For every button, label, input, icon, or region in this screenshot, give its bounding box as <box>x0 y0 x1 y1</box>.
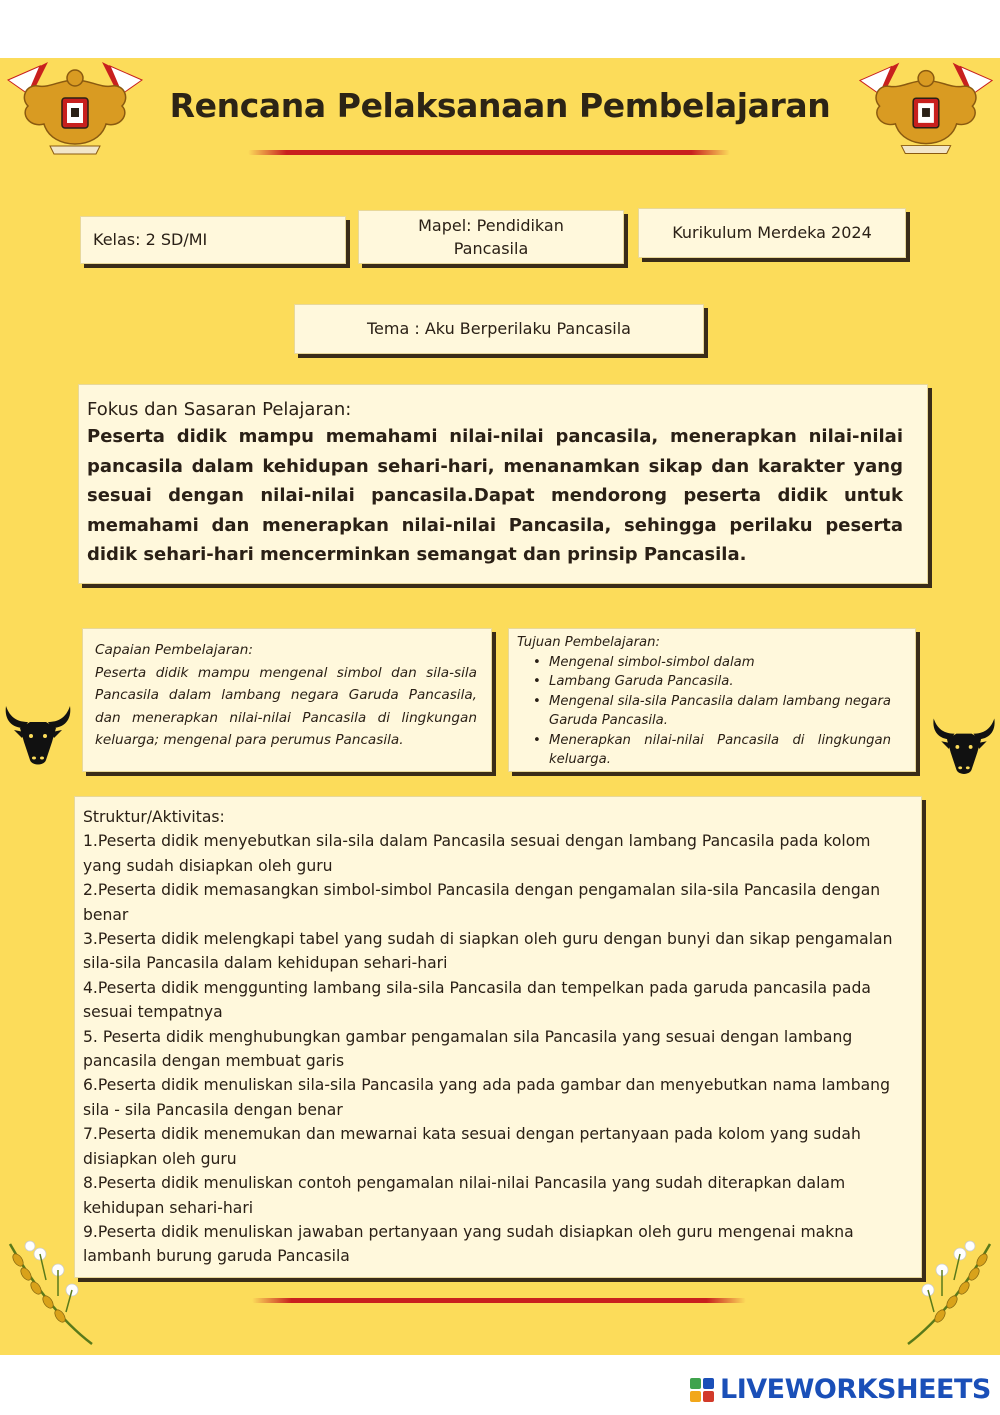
list-item: • Lambang Garuda Pancasila. <box>529 672 891 692</box>
list-item: 1.Peserta didik menyebutkan sila-sila dalam Pancasila sesuai dengan lambang Pancasila pada kolom yang sudah disiapkan oleh guru <box>83 832 871 875</box>
capaian-card <box>82 628 492 772</box>
list-item: • Menerapkan nilai-nilai Pancasila di lingkungan keluarga. <box>529 731 891 770</box>
struktur-card <box>74 796 922 1278</box>
rice-cotton-icon <box>900 1240 1000 1350</box>
liveworksheets-logo-icon <box>690 1378 714 1402</box>
rice-cotton-icon <box>0 1240 100 1350</box>
bull-head-icon <box>928 710 1000 782</box>
list-item: 4.Peserta didik menggunting lambang sila-sila Pancasila dan tempelkan pada garuda pancasila pada sesuai tempatnya <box>83 978 871 1022</box>
garuda-emblem-icon <box>852 58 1000 168</box>
list-item: 5. Peserta didik menghubungkan gambar pengamalan sila Pancasila yang sesuai dengan lambang pancasila dengan membuat garis <box>83 1027 853 1071</box>
list-item: 3.Peserta didik melengkapi tabel yang sudah di siapkan oleh guru dengan bunyi dan sikap pengamalan sila-sila Pancasila dalam kehidupan sehari-hari <box>83 930 893 973</box>
kelas-label: Kelas: 2 SD/MI <box>93 230 208 250</box>
struktur-heading: Struktur/Aktivitas: <box>83 808 225 826</box>
tujuan-list <box>529 653 891 770</box>
garuda-emblem-icon <box>0 58 150 168</box>
list-item: 6.Peserta didik menuliskan sila-sila Pancasila yang ada pada gambar dan menyebutkan nama lambang sila - sila Pancasila dengan benar <box>83 1076 890 1119</box>
list-item: 8.Peserta didik menuliskan contoh pengamalan nilai-nilai Pancasila yang sudah diterapkan dalam kehidupan sehari-hari <box>83 1174 846 1217</box>
kelas-card <box>80 216 346 264</box>
list-item: • Mengenal simbol-simbol dalam <box>529 653 891 673</box>
tujuan-card <box>508 628 916 772</box>
list-item: 9.Peserta didik menuliskan jawaban pertanyaan yang sudah disiapkan oleh guru mengenai makna lambanh burung garuda Pancasila <box>83 1222 854 1266</box>
list-item: 7.Peserta didik menemukan dan mewarnai kata sesuai dengan pertanyaan pada kolom yang sudah disiapkan oleh guru <box>83 1125 861 1168</box>
mapel-label: Mapel: Pendidikan Pancasila <box>418 215 564 258</box>
capaian-body: Peserta didik mampu mengenal simbol dan sila-sila Pancasila dalam lambang negara Garuda Pancasila, dan menerapkan nilai-nilai Pancasila di lingkungan keluarga; mengenal para perumus Pancasila. <box>95 664 477 748</box>
tema-card <box>294 304 704 354</box>
brand-name: LIVEWORKSHEETS <box>720 1374 991 1405</box>
list-item: 2.Peserta didik memasangkan simbol-simbol Pancasila dengan pengamalan sila-sila Pancasila dengan benar <box>83 881 881 924</box>
fokus-body: Peserta didik mampu memahami nilai-nilai pancasila, menerapkan nilai-nilai pancasila dalam kehidupan sehari-hari, menanamkan sikap dan karakter yang sesuai dengan nilai-nilai pancasila.Dapat mendorong peserta didik untuk memahami dan menerapkan nilai-nilai Pancasila, sehingga perilaku peserta didik sehari-hari mencerminkan semangat dan prinsip Pancasila. <box>87 426 903 565</box>
kurikulum-card <box>638 208 906 258</box>
bottom-divider <box>252 1298 746 1303</box>
page-title: Rencana Pelaksanaan Pembelajaran <box>169 86 831 125</box>
bull-head-icon <box>0 698 76 772</box>
liveworksheets-brand[interactable] <box>690 1374 991 1405</box>
tujuan-heading: Tujuan Pembelajaran: <box>517 635 660 650</box>
kurikulum-label: Kurikulum Merdeka 2024 <box>672 223 872 243</box>
fokus-card <box>78 384 928 584</box>
tema-label: Tema : Aku Berperilaku Pancasila <box>367 319 631 339</box>
worksheet-page <box>0 58 1000 1355</box>
mapel-card <box>358 210 624 264</box>
list-item: • Mengenal sila-sila Pancasila dalam lambang negara Garuda Pancasila. <box>529 692 891 731</box>
capaian-heading: Capaian Pembelajaran: <box>95 642 253 658</box>
title-divider <box>248 150 730 155</box>
fokus-heading: Fokus dan Sasaran Pelajaran: <box>87 399 352 420</box>
